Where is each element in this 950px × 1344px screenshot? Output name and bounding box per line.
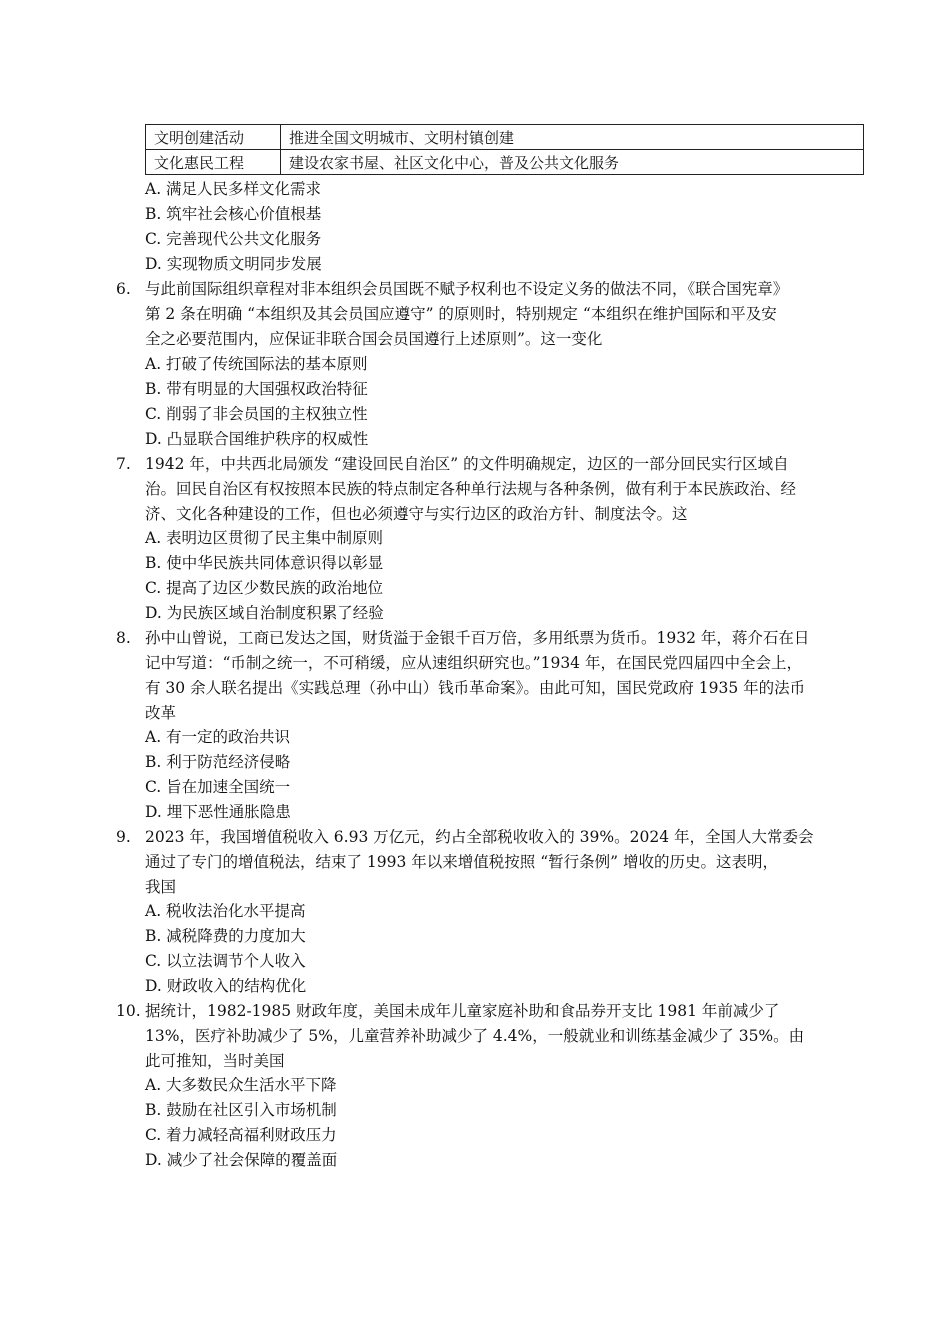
q10-stem-line: 13%，医疗补助减少了 5%，儿童营养补助减少了 4.4%，一般就业和训练基金减少了 35%。由 bbox=[145, 1027, 805, 1045]
q10-option-c: C. 着力减轻高福利财政压力 bbox=[145, 1126, 337, 1144]
q5-option-b: B. 筑牢社会核心价值根基 bbox=[145, 205, 322, 223]
q8-stem-line: 记中写道：“币制之统一，不可稍缓，应从速组织研究也。”1934 年，在国民党四届四中全会上， bbox=[145, 654, 802, 672]
q10-stem-line: 据统计，1982-1985 财政年度，美国未成年儿童家庭补助和食品券开支比 1981 年前减少了 bbox=[145, 1002, 780, 1020]
q9-stem-line: 通过了专门的增值税法，结束了 1993 年以来增值税按照 “暂行条例” 增收的历史。这表明， bbox=[145, 853, 779, 871]
q10-stem-line: 此可推知，当时美国 bbox=[145, 1052, 285, 1070]
question-number: 6. bbox=[116, 280, 131, 298]
q7-stem-line: 济、文化各种建设的工作，但也必须遵守与实行边区的政治方针、制度法令。这 bbox=[145, 505, 688, 523]
q6-stem-line: 第 2 条在明确 “本组织及其会员国应遵守” 的原则时，特别规定 “本组织在维护国际和平及安 bbox=[145, 305, 777, 323]
q8-option-c: C. 旨在加速全国统一 bbox=[145, 778, 291, 796]
q6-option-b: B. 带有明显的大国强权政治特征 bbox=[145, 380, 368, 398]
q9-option-b: B. 减税降费的力度加大 bbox=[145, 927, 306, 945]
q9-option-c: C. 以立法调节个人收入 bbox=[145, 952, 306, 970]
q10-option-b: B. 鼓励在社区引入市场机制 bbox=[145, 1101, 337, 1119]
q7-option-c: C. 提高了边区少数民族的政治地位 bbox=[145, 579, 384, 597]
table-cell: 建设农家书屋、社区文化中心，普及公共文化服务 bbox=[281, 150, 864, 175]
table-row bbox=[146, 150, 864, 175]
question-number: 10. bbox=[116, 1002, 141, 1020]
question-number: 9. bbox=[116, 828, 131, 846]
q6-stem-line: 与此前国际组织章程对非本组织会员国既不赋予权利也不设定义务的做法不同，《联合国宪章》 bbox=[145, 280, 789, 298]
question-number: 8. bbox=[116, 629, 131, 647]
table-cell: 推进全国文明城市、文明村镇创建 bbox=[281, 125, 864, 150]
q7-stem-line: 治。回民自治区有权按照本民族的特点制定各种单行法规与各种条例，做有利于本民族政治、经 bbox=[145, 480, 797, 498]
table-row bbox=[146, 125, 864, 150]
q8-option-d: D. 埋下恶性通胀隐患 bbox=[145, 803, 291, 821]
topic-table bbox=[145, 124, 864, 175]
q5-option-a: A. 满足人民多样文化需求 bbox=[145, 180, 322, 198]
q8-stem-line: 有 30 余人联名提出《实践总理（孙中山）钱币革命案》。由此可知，国民党政府 1935 年的法币 bbox=[145, 679, 806, 697]
q9-option-a: A. 税收法治化水平提高 bbox=[145, 902, 306, 920]
q5-option-c: C. 完善现代公共文化服务 bbox=[145, 230, 322, 248]
q8-option-a: A. 有一定的政治共识 bbox=[145, 728, 291, 746]
q6-option-a: A. 打破了传统国际法的基本原则 bbox=[145, 355, 368, 373]
q6-option-c: C. 削弱了非会员国的主权独立性 bbox=[145, 405, 368, 423]
q6-stem-line: 全之必要范围内，应保证非联合国会员国遵行上述原则”。这一变化 bbox=[145, 330, 603, 348]
question-number: 7. bbox=[116, 455, 131, 473]
table-cell: 文化惠民工程 bbox=[146, 150, 281, 175]
q9-stem-line: 2023 年，我国增值税收入 6.93 万亿元，约占全部税收收入的 39%。2024 年，全国人大常委会 bbox=[145, 828, 814, 846]
q8-stem-line: 孙中山曾说，工商已发达之国，财货溢于金银千百万倍，多用纸票为货币。1932 年，蒋介石在日 bbox=[145, 629, 810, 647]
q7-option-b: B. 使中华民族共同体意识得以彰显 bbox=[145, 554, 384, 572]
q10-option-a: A. 大多数民众生活水平下降 bbox=[145, 1076, 337, 1094]
q9-stem-line: 我国 bbox=[145, 878, 177, 896]
table-cell: 文明创建活动 bbox=[146, 125, 281, 150]
q6-option-d: D. 凸显联合国维护秩序的权威性 bbox=[145, 430, 369, 448]
q8-stem-line: 改革 bbox=[145, 704, 177, 722]
q5-option-d: D. 实现物质文明同步发展 bbox=[145, 255, 322, 273]
q9-option-d: D. 财政收入的结构优化 bbox=[145, 977, 307, 995]
q7-stem-line: 1942 年，中共西北局颁发 “建设回民自治区” 的文件明确规定，边区的一部分回民实行区域自 bbox=[145, 455, 789, 473]
q10-option-d: D. 减少了社会保障的覆盖面 bbox=[145, 1151, 338, 1169]
q8-option-b: B. 利于防范经济侵略 bbox=[145, 753, 291, 771]
q7-option-d: D. 为民族区域自治制度积累了经验 bbox=[145, 604, 384, 622]
q7-option-a: A. 表明边区贯彻了民主集中制原则 bbox=[145, 529, 384, 547]
